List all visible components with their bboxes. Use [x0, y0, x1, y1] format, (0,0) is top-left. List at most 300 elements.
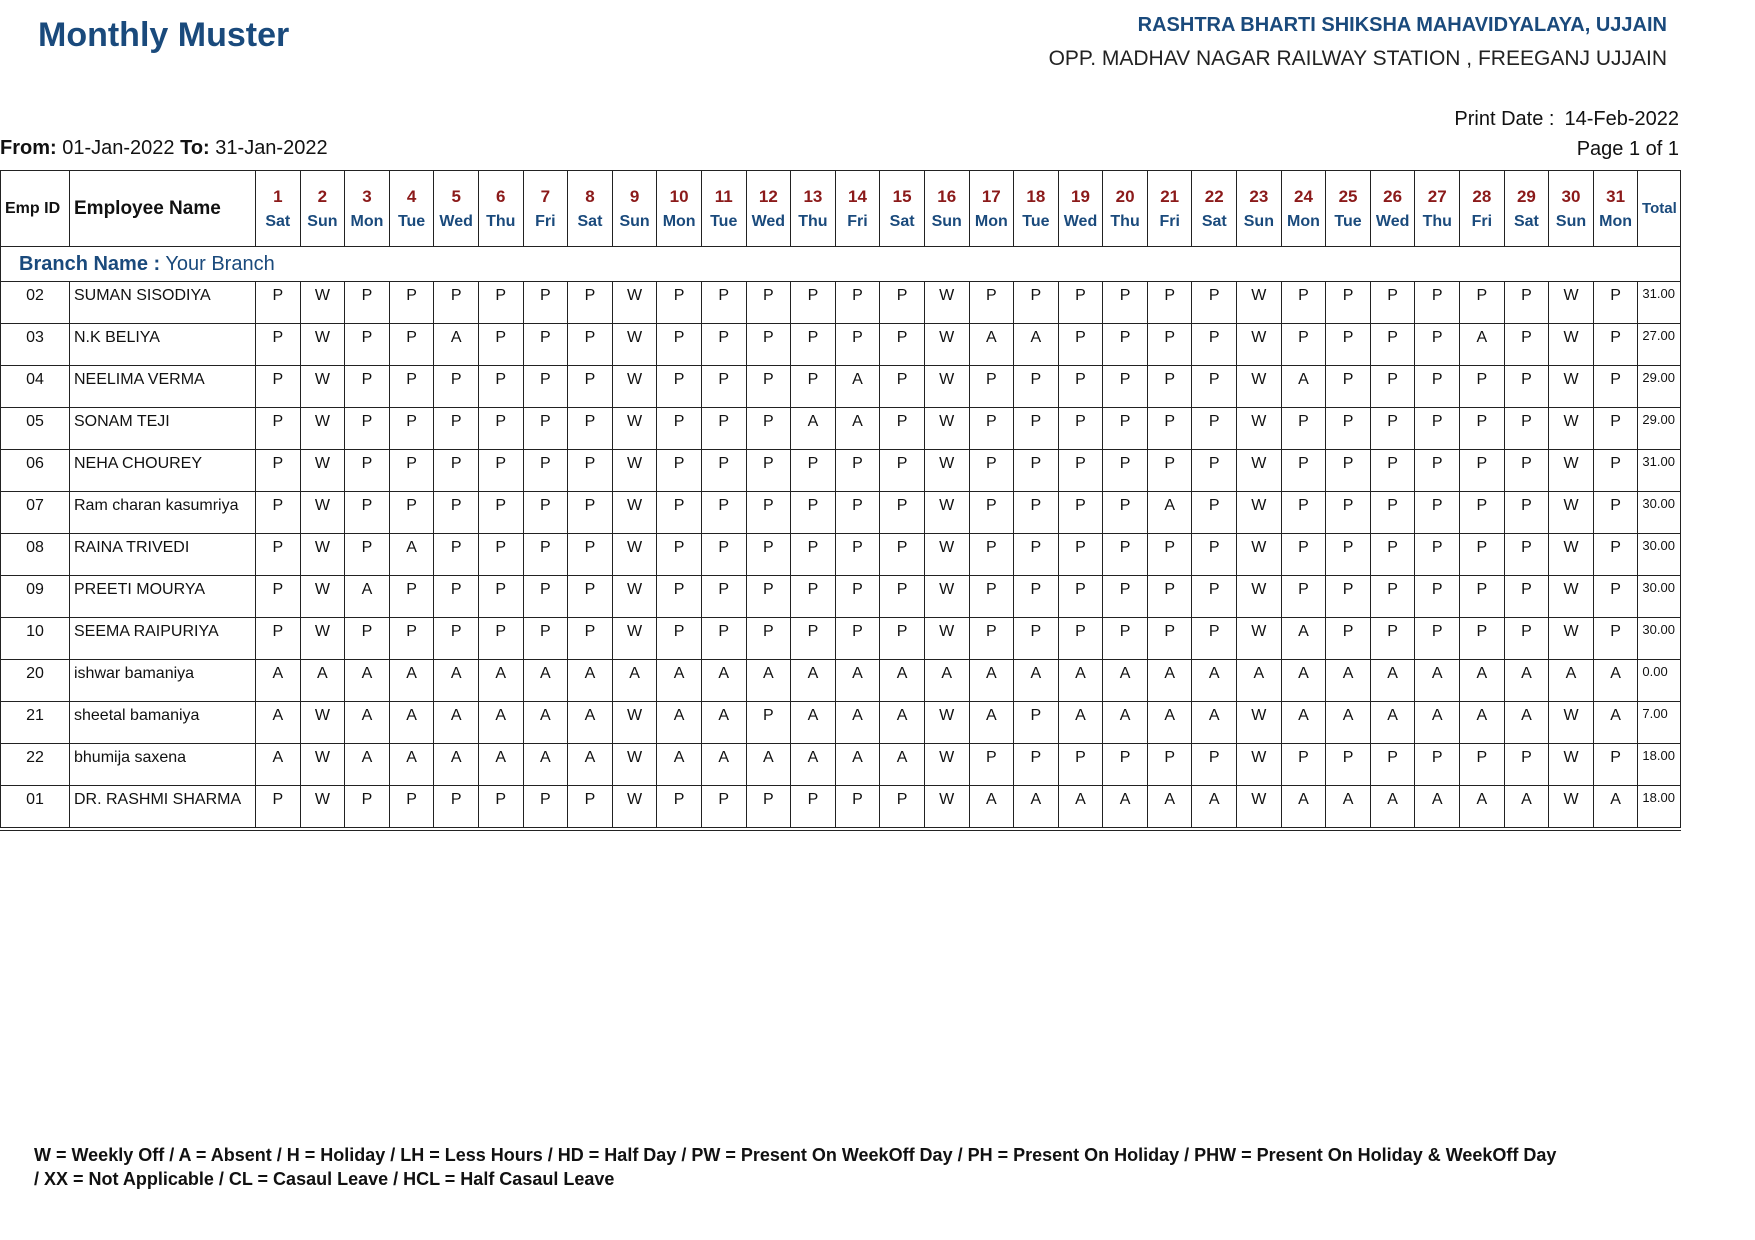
attendance-mark: W [1237, 702, 1282, 744]
attendance-mark: P [345, 282, 390, 324]
employee-row [1, 324, 1681, 366]
attendance-mark: W [1549, 282, 1594, 324]
attendance-mark: P [1370, 408, 1415, 450]
attendance-mark: A [1237, 660, 1282, 702]
day-header [791, 171, 836, 247]
attendance-mark: P [746, 324, 791, 366]
employee-id: 20 [1, 660, 70, 702]
attendance-mark: P [1014, 618, 1059, 660]
day-number: 9 [629, 186, 640, 206]
attendance-mark: W [1549, 786, 1594, 830]
day-of-week: Mon [1599, 212, 1633, 230]
total-value: 18.00 [1638, 786, 1681, 830]
attendance-mark: P [746, 576, 791, 618]
attendance-mark: A [969, 324, 1014, 366]
attendance-mark: P [1326, 282, 1371, 324]
attendance-mark: P [1415, 366, 1460, 408]
attendance-mark: P [1192, 324, 1237, 366]
day-header [1281, 171, 1326, 247]
attendance-mark: A [256, 660, 301, 702]
employee-id: 22 [1, 744, 70, 786]
day-of-week: Wed [1063, 212, 1098, 230]
attendance-mark: P [1103, 450, 1148, 492]
attendance-mark: W [1237, 618, 1282, 660]
attendance-mark: P [1504, 450, 1549, 492]
employee-name: NEELIMA VERMA [70, 366, 256, 408]
day-of-week: Tue [1334, 212, 1362, 230]
attendance-mark: W [924, 702, 969, 744]
attendance-mark: A [1504, 660, 1549, 702]
day-number: 13 [803, 186, 823, 206]
attendance-mark: A [523, 744, 568, 786]
attendance-mark: W [1549, 324, 1594, 366]
attendance-mark: P [657, 324, 702, 366]
attendance-mark: A [969, 660, 1014, 702]
attendance-mark: P [256, 492, 301, 534]
attendance-mark: P [880, 366, 925, 408]
attendance-mark: P [256, 786, 301, 830]
attendance-mark: P [1147, 618, 1192, 660]
legend [34, 1143, 1674, 1191]
day-of-week: Fri [1159, 212, 1180, 230]
attendance-mark: W [300, 450, 345, 492]
branch-row [1, 247, 1681, 282]
day-of-week: Sun [307, 212, 338, 230]
day-of-week: Mon [974, 212, 1008, 230]
attendance-mark: P [791, 324, 836, 366]
employee-name: RAINA TRIVEDI [70, 534, 256, 576]
attendance-mark: W [1549, 618, 1594, 660]
day-header [478, 171, 523, 247]
attendance-mark: P [657, 492, 702, 534]
attendance-mark: A [1504, 786, 1549, 830]
attendance-mark: P [1192, 744, 1237, 786]
day-of-week: Fri [1471, 212, 1493, 230]
employee-name-header: Employee Name [70, 171, 256, 247]
attendance-mark: A [389, 660, 434, 702]
attendance-mark: P [523, 576, 568, 618]
attendance-mark: P [568, 492, 613, 534]
attendance-mark: P [1460, 282, 1505, 324]
attendance-mark: P [256, 282, 301, 324]
attendance-mark: P [880, 408, 925, 450]
day-number: 1 [273, 186, 283, 206]
attendance-mark: P [657, 786, 702, 830]
attendance-mark: W [924, 744, 969, 786]
attendance-mark: A [1147, 660, 1192, 702]
attendance-mark: P [256, 366, 301, 408]
attendance-mark: W [612, 618, 657, 660]
day-header [300, 171, 345, 247]
attendance-mark: A [345, 660, 390, 702]
day-of-week: Sun [931, 212, 962, 230]
employee-name: SUMAN SISODIYA [70, 282, 256, 324]
attendance-mark: P [1014, 408, 1059, 450]
attendance-mark: P [1593, 618, 1638, 660]
day-header [256, 171, 301, 247]
day-number: 22 [1204, 186, 1224, 206]
attendance-mark: A [568, 744, 613, 786]
employee-row [1, 618, 1681, 660]
attendance-mark: P [1192, 534, 1237, 576]
attendance-mark: P [345, 492, 390, 534]
attendance-mark: A [791, 744, 836, 786]
employee-name: SEEMA RAIPURIYA [70, 618, 256, 660]
attendance-mark: P [256, 534, 301, 576]
attendance-mark: P [701, 492, 746, 534]
attendance-mark: P [434, 492, 479, 534]
attendance-mark: P [478, 282, 523, 324]
attendance-mark: P [701, 366, 746, 408]
attendance-mark: P [478, 324, 523, 366]
employee-row [1, 450, 1681, 492]
attendance-mark: P [389, 324, 434, 366]
attendance-mark: A [1415, 702, 1460, 744]
attendance-mark: P [746, 702, 791, 744]
attendance-mark: W [1237, 408, 1282, 450]
day-header [1014, 171, 1059, 247]
attendance-mark: P [568, 324, 613, 366]
day-number: 16 [937, 186, 957, 206]
attendance-mark: P [1370, 576, 1415, 618]
day-of-week: Wed [751, 212, 786, 230]
attendance-mark: P [880, 492, 925, 534]
attendance-mark: W [300, 366, 345, 408]
attendance-mark: P [434, 534, 479, 576]
attendance-mark: P [1326, 450, 1371, 492]
employee-id: 04 [1, 366, 70, 408]
attendance-mark: W [924, 324, 969, 366]
employee-row [1, 534, 1681, 576]
attendance-mark: A [1014, 324, 1059, 366]
attendance-mark: A [478, 660, 523, 702]
attendance-mark: P [1058, 492, 1103, 534]
attendance-mark: P [657, 450, 702, 492]
attendance-mark: A [1460, 786, 1505, 830]
day-header [523, 171, 568, 247]
attendance-mark: P [1103, 366, 1148, 408]
attendance-mark: P [389, 450, 434, 492]
day-number: 10 [669, 186, 689, 206]
day-of-week: Tue [710, 212, 738, 230]
attendance-mark: P [523, 408, 568, 450]
attendance-mark: P [1058, 618, 1103, 660]
attendance-mark: P [478, 450, 523, 492]
attendance-mark: A [1593, 702, 1638, 744]
attendance-mark: W [1237, 786, 1282, 830]
attendance-mark: P [791, 534, 836, 576]
to-date: 31-Jan-2022 [215, 137, 328, 159]
day-header [1058, 171, 1103, 247]
attendance-mark: P [969, 408, 1014, 450]
attendance-mark: W [300, 702, 345, 744]
attendance-mark: P [1326, 492, 1371, 534]
attendance-mark: A [1058, 702, 1103, 744]
attendance-mark: P [256, 324, 301, 366]
day-number: 27 [1427, 186, 1447, 206]
attendance-mark: P [1281, 492, 1326, 534]
day-number: 12 [758, 186, 778, 206]
attendance-mark: A [1326, 786, 1371, 830]
attendance-mark: P [1014, 492, 1059, 534]
attendance-mark: P [791, 576, 836, 618]
attendance-mark: P [791, 786, 836, 830]
attendance-mark: P [1192, 408, 1237, 450]
attendance-mark: A [1192, 660, 1237, 702]
day-of-week: Sun [619, 212, 650, 230]
attendance-mark: A [1460, 660, 1505, 702]
attendance-mark: A [478, 702, 523, 744]
attendance-mark: A [701, 660, 746, 702]
attendance-mark: P [1058, 576, 1103, 618]
attendance-mark: W [612, 366, 657, 408]
attendance-mark: P [345, 408, 390, 450]
total-value: 30.00 [1638, 534, 1681, 576]
total-value: 27.00 [1638, 324, 1681, 366]
day-header [880, 171, 925, 247]
attendance-mark: P [345, 534, 390, 576]
employee-name: PREETI MOURYA [70, 576, 256, 618]
attendance-mark: P [1593, 450, 1638, 492]
employee-id: 07 [1, 492, 70, 534]
attendance-mark: P [746, 282, 791, 324]
attendance-mark: W [924, 450, 969, 492]
day-of-week: Fri [535, 212, 556, 230]
employee-name: sheetal bamaniya [70, 702, 256, 744]
attendance-mark: A [478, 744, 523, 786]
attendance-mark: A [1281, 660, 1326, 702]
attendance-mark: P [1058, 366, 1103, 408]
day-number: 7 [540, 186, 551, 206]
day-header [657, 171, 702, 247]
attendance-mark: W [1549, 702, 1594, 744]
employee-row [1, 492, 1681, 534]
attendance-mark: W [300, 534, 345, 576]
attendance-mark: A [835, 408, 880, 450]
attendance-mark: P [1370, 324, 1415, 366]
day-header [1192, 171, 1237, 247]
day-number: 23 [1249, 186, 1269, 206]
attendance-mark: P [835, 282, 880, 324]
attendance-mark: P [1415, 408, 1460, 450]
attendance-mark: P [657, 576, 702, 618]
attendance-mark: A [657, 744, 702, 786]
attendance-mark: P [701, 324, 746, 366]
attendance-mark: A [791, 702, 836, 744]
from-label: From: [0, 137, 57, 159]
employee-row [1, 408, 1681, 450]
attendance-mark: P [969, 618, 1014, 660]
attendance-mark: A [1415, 786, 1460, 830]
attendance-mark: A [389, 744, 434, 786]
attendance-mark: A [1460, 324, 1505, 366]
attendance-mark: P [1415, 618, 1460, 660]
attendance-mark: P [1504, 492, 1549, 534]
attendance-mark: A [1147, 492, 1192, 534]
attendance-mark: A [345, 576, 390, 618]
attendance-mark: W [924, 492, 969, 534]
total-value: 7.00 [1638, 702, 1681, 744]
attendance-mark: A [969, 702, 1014, 744]
employee-id: 02 [1, 282, 70, 324]
employee-row [1, 786, 1681, 830]
attendance-mark: P [880, 534, 925, 576]
attendance-mark: P [746, 618, 791, 660]
total-value: 18.00 [1638, 744, 1681, 786]
attendance-mark: W [300, 492, 345, 534]
attendance-mark: A [1549, 660, 1594, 702]
employee-name: N.K BELIYA [70, 324, 256, 366]
attendance-mark: P [1460, 534, 1505, 576]
attendance-mark: P [746, 366, 791, 408]
attendance-mark: P [1326, 324, 1371, 366]
attendance-mark: P [1014, 744, 1059, 786]
day-header [568, 171, 613, 247]
attendance-mark: P [701, 534, 746, 576]
day-of-week: Thu [798, 212, 828, 230]
attendance-mark: P [434, 786, 479, 830]
attendance-mark: P [1281, 408, 1326, 450]
attendance-mark: A [1326, 702, 1371, 744]
employee-id: 01 [1, 786, 70, 830]
attendance-mark: P [1370, 492, 1415, 534]
employee-id: 06 [1, 450, 70, 492]
attendance-mark: W [924, 282, 969, 324]
attendance-mark: P [1103, 324, 1148, 366]
attendance-mark: A [701, 744, 746, 786]
attendance-mark: P [568, 576, 613, 618]
attendance-mark: P [1281, 324, 1326, 366]
attendance-mark: W [1549, 576, 1594, 618]
attendance-mark: P [523, 786, 568, 830]
attendance-mark: A [1147, 702, 1192, 744]
attendance-mark: P [1415, 324, 1460, 366]
attendance-mark: P [1460, 408, 1505, 450]
attendance-mark: P [1504, 408, 1549, 450]
attendance-mark: P [434, 366, 479, 408]
attendance-mark: A [657, 702, 702, 744]
attendance-mark: P [1593, 324, 1638, 366]
report-title: Monthly Muster [38, 16, 290, 54]
attendance-mark: P [568, 366, 613, 408]
branch-label: Branch Name : [19, 252, 161, 275]
attendance-mark: P [1281, 576, 1326, 618]
total-value: 30.00 [1638, 618, 1681, 660]
day-of-week: Thu [486, 212, 516, 230]
attendance-mark: P [880, 576, 925, 618]
legend-line-1: W = Weekly Off / A = Absent / H = Holiday / LH = Less Hours / HD = Half Day / PW = Present On WeekOff Day / PH = Present On Holiday / PHW = Present On Holiday & WeekOff Day [34, 1145, 1557, 1165]
attendance-mark: A [746, 744, 791, 786]
day-number: 5 [451, 186, 461, 206]
attendance-mark: P [1370, 534, 1415, 576]
attendance-mark: W [612, 576, 657, 618]
attendance-mark: P [1147, 408, 1192, 450]
day-header [1147, 171, 1192, 247]
day-of-week: Tue [397, 212, 426, 230]
attendance-mark: P [657, 366, 702, 408]
attendance-mark: P [835, 492, 880, 534]
attendance-mark: A [791, 660, 836, 702]
day-header [1460, 171, 1505, 247]
attendance-mark: W [1549, 744, 1594, 786]
attendance-mark: W [612, 492, 657, 534]
branch-cell [1, 247, 1681, 282]
attendance-mark: P [478, 534, 523, 576]
day-of-week: Thu [1422, 212, 1452, 230]
day-header [1370, 171, 1415, 247]
attendance-mark: P [389, 618, 434, 660]
attendance-mark: W [924, 408, 969, 450]
attendance-mark: A [1281, 618, 1326, 660]
attendance-mark: P [1460, 366, 1505, 408]
attendance-mark: P [1281, 450, 1326, 492]
attendance-mark: P [835, 450, 880, 492]
attendance-mark: P [478, 366, 523, 408]
attendance-mark: P [1593, 408, 1638, 450]
attendance-mark: P [835, 576, 880, 618]
attendance-mark: P [345, 786, 390, 830]
attendance-mark: P [1147, 576, 1192, 618]
attendance-mark: A [969, 786, 1014, 830]
day-header [924, 171, 969, 247]
attendance-mark: P [434, 282, 479, 324]
attendance-mark: P [1103, 744, 1148, 786]
day-header [1504, 171, 1549, 247]
attendance-mark: P [1014, 702, 1059, 744]
attendance-mark: P [1326, 408, 1371, 450]
attendance-mark: P [1058, 534, 1103, 576]
day-header [1549, 171, 1594, 247]
attendance-mark: P [1370, 282, 1415, 324]
branch-name: Your Branch [165, 252, 275, 275]
employee-row [1, 744, 1681, 786]
total-value: 31.00 [1638, 450, 1681, 492]
attendance-mark: W [1549, 366, 1594, 408]
attendance-mark: P [657, 408, 702, 450]
attendance-mark: P [1326, 366, 1371, 408]
attendance-mark: P [345, 618, 390, 660]
attendance-mark: P [256, 408, 301, 450]
attendance-mark: A [1326, 660, 1371, 702]
attendance-mark: A [1281, 702, 1326, 744]
attendance-mark: W [612, 786, 657, 830]
day-of-week: Sat [889, 212, 915, 230]
attendance-mark: W [300, 324, 345, 366]
attendance-mark: A [1103, 702, 1148, 744]
day-header [835, 171, 880, 247]
attendance-mark: P [1593, 576, 1638, 618]
day-number: 29 [1516, 186, 1536, 206]
attendance-mark: A [1593, 660, 1638, 702]
attendance-mark: P [1014, 576, 1059, 618]
attendance-mark: P [1593, 282, 1638, 324]
attendance-mark: P [1103, 618, 1148, 660]
attendance-mark: A [657, 660, 702, 702]
total-value: 0.00 [1638, 660, 1681, 702]
attendance-mark: A [434, 660, 479, 702]
employee-id: 10 [1, 618, 70, 660]
day-number: 28 [1472, 186, 1492, 206]
attendance-mark: P [1014, 366, 1059, 408]
attendance-mark: P [1014, 534, 1059, 576]
attendance-mark: W [1237, 576, 1282, 618]
attendance-mark: P [1192, 366, 1237, 408]
attendance-mark: P [523, 324, 568, 366]
day-of-week: Wed [1375, 212, 1410, 230]
attendance-mark: P [1460, 744, 1505, 786]
attendance-mark: W [1237, 282, 1282, 324]
institution-header [1049, 14, 1667, 71]
